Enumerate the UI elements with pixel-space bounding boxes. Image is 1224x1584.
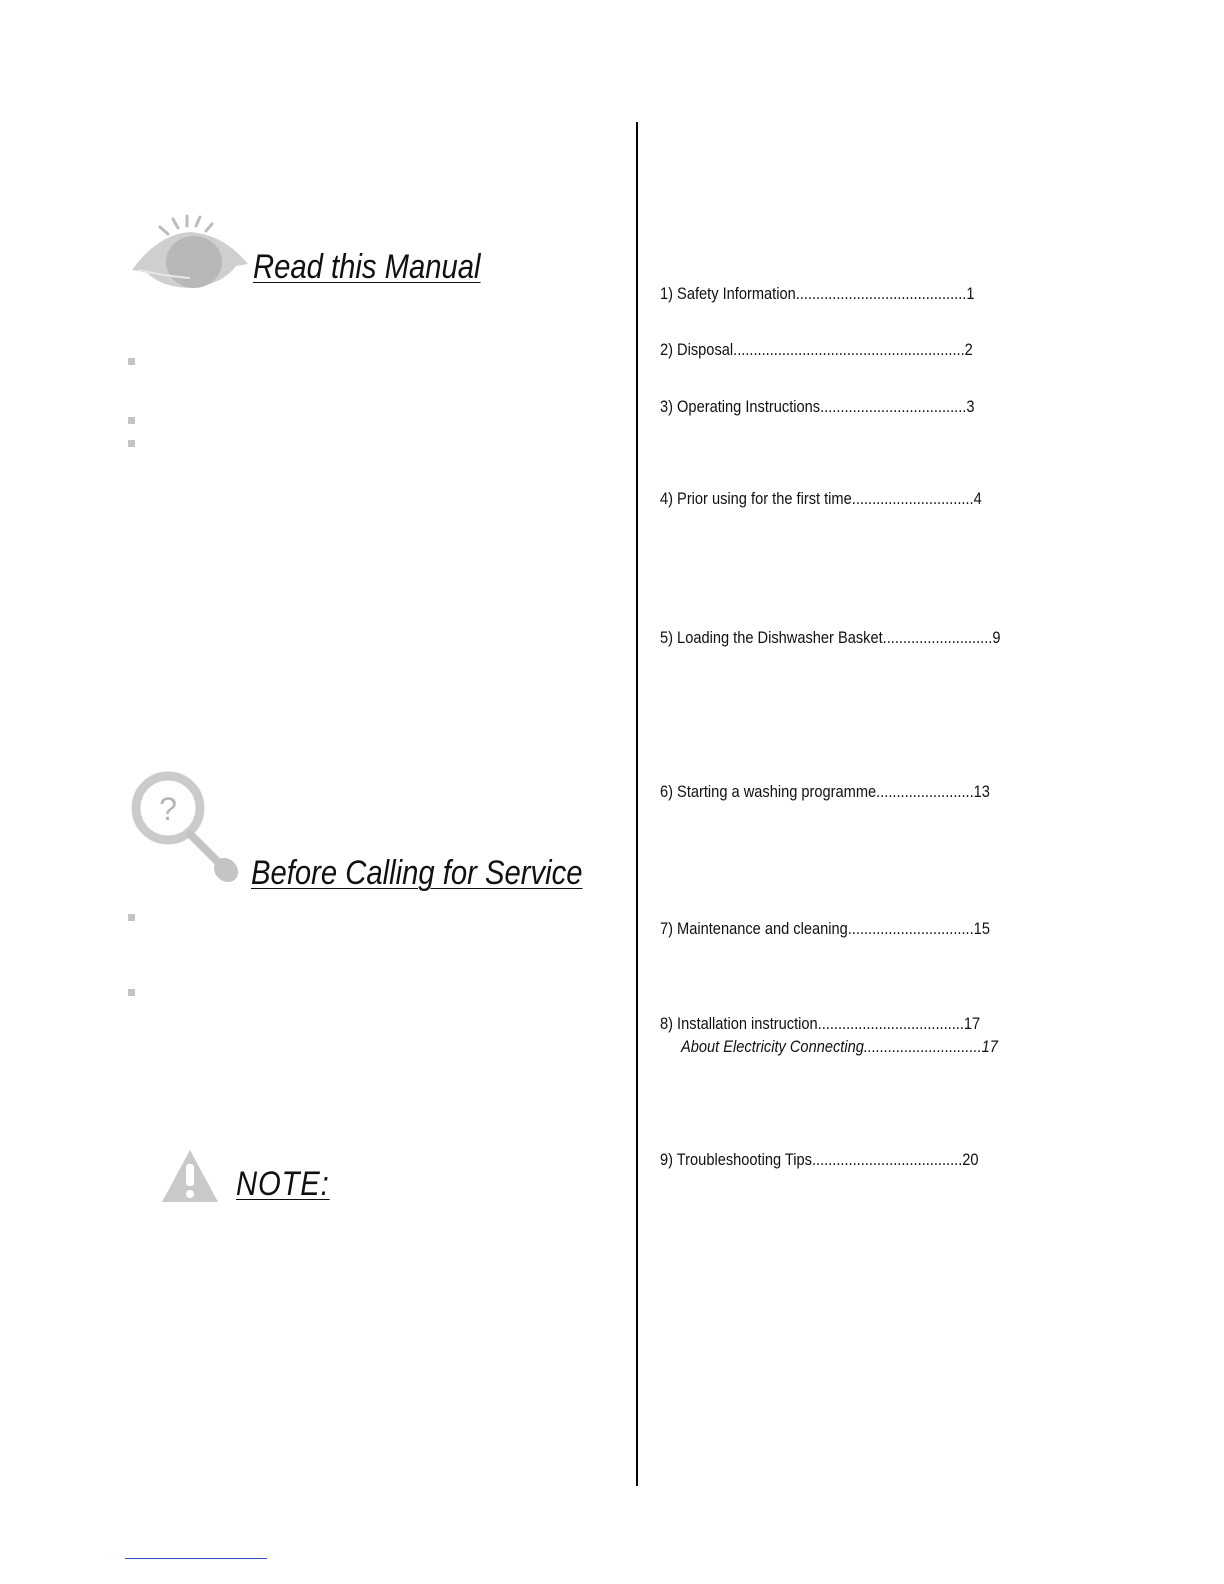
- toc-page: 1: [966, 284, 975, 303]
- bullet-marker: [128, 417, 135, 424]
- toc-page: 17: [981, 1037, 998, 1056]
- toc-label: 2) Disposal: [660, 340, 734, 359]
- toc-label: 1) Safety Information: [660, 284, 796, 303]
- bullet-marker: [128, 914, 135, 921]
- toc-item[interactable]: [660, 398, 974, 415]
- toc-page: 3: [966, 397, 975, 416]
- toc-label: 3) Operating Instructions: [660, 397, 821, 416]
- toc-page: 2: [964, 340, 973, 359]
- toc-leader: ..............................: [851, 489, 974, 508]
- toc-item[interactable]: [660, 285, 974, 302]
- toc-page: 9: [992, 628, 1001, 647]
- bullet-marker: [128, 358, 135, 365]
- read-manual-heading: Read this Manual: [253, 248, 481, 286]
- note-heading: NOTE:: [236, 1165, 330, 1203]
- toc-item[interactable]: [660, 1151, 979, 1168]
- toc-label: 8) Installation instruction: [660, 1014, 818, 1033]
- toc-page: 15: [973, 919, 990, 938]
- toc-label: 6) Starting a washing programme: [660, 782, 877, 801]
- toc-item[interactable]: [660, 341, 973, 358]
- footer-rule: [125, 1558, 267, 1559]
- magnifier-question-icon: [130, 770, 242, 890]
- toc-leader: ..........................................: [795, 284, 967, 303]
- toc-page: 4: [973, 489, 982, 508]
- toc-leader: ...........................: [882, 628, 993, 647]
- toc-leader: ...............................: [847, 919, 974, 938]
- toc-item[interactable]: [660, 783, 990, 800]
- before-service-heading: Before Calling for Service: [251, 854, 583, 892]
- toc-item[interactable]: [660, 629, 1001, 646]
- toc-page: 13: [973, 782, 990, 801]
- toc-leader: ........................: [876, 782, 974, 801]
- toc-sub-label: About Electricity Connecting: [681, 1037, 864, 1056]
- toc-sub-item[interactable]: [681, 1038, 998, 1055]
- svg-text:?: ?: [159, 791, 177, 827]
- toc-page: 20: [962, 1150, 979, 1169]
- toc-leader: .............................: [863, 1037, 982, 1056]
- column-divider: [636, 122, 638, 1486]
- bullet-marker: [128, 440, 135, 447]
- warning-triangle-icon: [160, 1148, 220, 1204]
- toc-label: 9) Troubleshooting Tips: [660, 1150, 812, 1169]
- toc-item[interactable]: [660, 1015, 980, 1032]
- toc-item[interactable]: [660, 490, 982, 507]
- toc-label: 4) Prior using for the first time: [660, 489, 852, 508]
- toc-leader: ....................................: [820, 397, 967, 416]
- toc-item[interactable]: [660, 920, 990, 937]
- toc-leader: .........................................................: [733, 340, 965, 359]
- eye-icon: [128, 212, 252, 294]
- toc-leader: ....................................: [817, 1014, 964, 1033]
- toc-page: 17: [963, 1014, 981, 1033]
- toc-leader: .....................................: [811, 1150, 963, 1169]
- toc-label: 7) Maintenance and cleaning: [660, 919, 848, 938]
- bullet-marker: [128, 989, 135, 996]
- toc-label: 5) Loading the Dishwasher Basket: [660, 628, 883, 647]
